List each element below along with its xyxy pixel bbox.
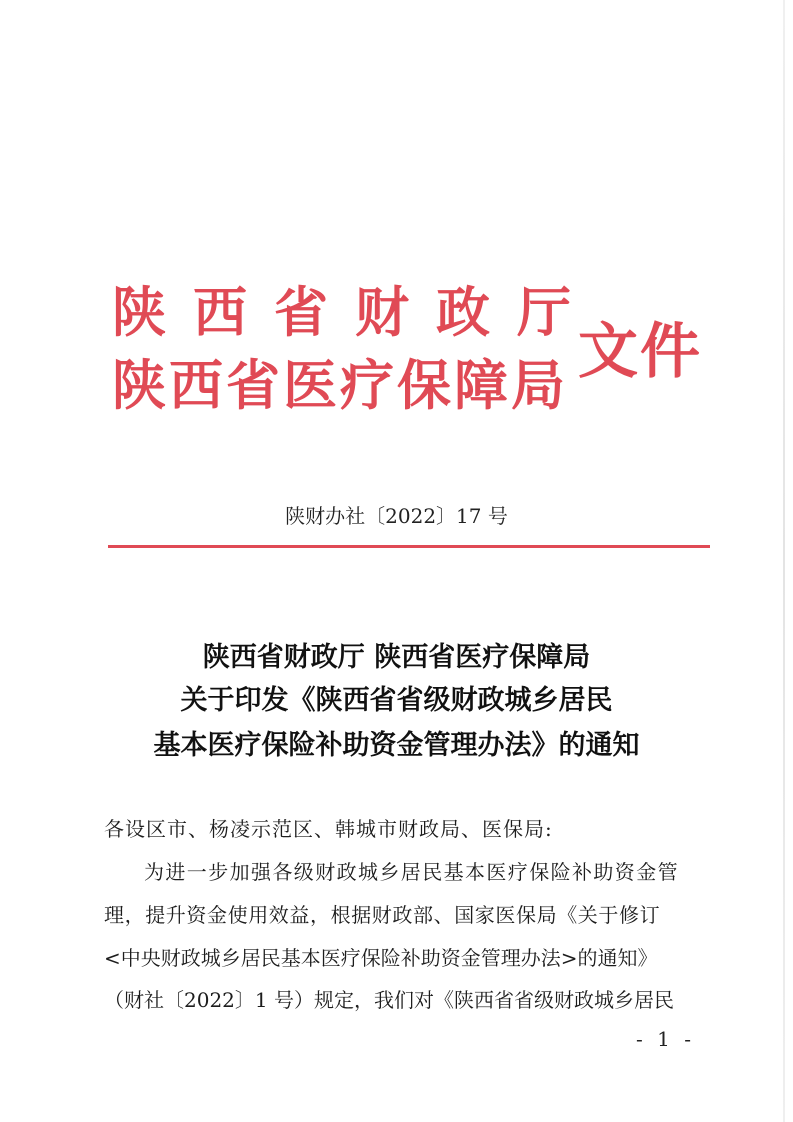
issuer-name-finance: 陕西省财政厅: [112, 280, 598, 344]
body-text-line: 理，提升资金使用效益，根据财政部、国家医保局《关于修订: [104, 903, 661, 927]
issuer-name-healthcare: 陕西省医疗保障局: [112, 353, 568, 417]
body-text-line: 为进一步加强各级财政城乡居民基本医疗保险补助资金管: [144, 860, 679, 884]
document-number: 陕财办社〔2022〕17 号: [285, 504, 508, 528]
document-title-line-1: 陕西省财政厅 陕西省医疗保障局: [202, 642, 591, 673]
document-type-label: 文件: [578, 317, 702, 387]
document-title-line-3: 基本医疗保险补助资金管理办法》的通知: [153, 730, 640, 761]
body-text-line: （财社〔2022〕1 号）规定，我们对《陕西省省级财政城乡居民: [104, 988, 674, 1012]
document-title-line-2: 关于印发《陕西省省级财政城乡居民: [180, 685, 613, 716]
page-number: - 1 -: [636, 1027, 695, 1051]
red-divider: [108, 545, 710, 548]
addressee: 各设区市、杨凌示范区、韩城市财政局、医保局:: [104, 817, 553, 841]
body-text-line: <中央财政城乡居民基本医疗保险补助资金管理办法>的通知》: [104, 946, 658, 970]
scan-edge: [783, 0, 785, 1122]
